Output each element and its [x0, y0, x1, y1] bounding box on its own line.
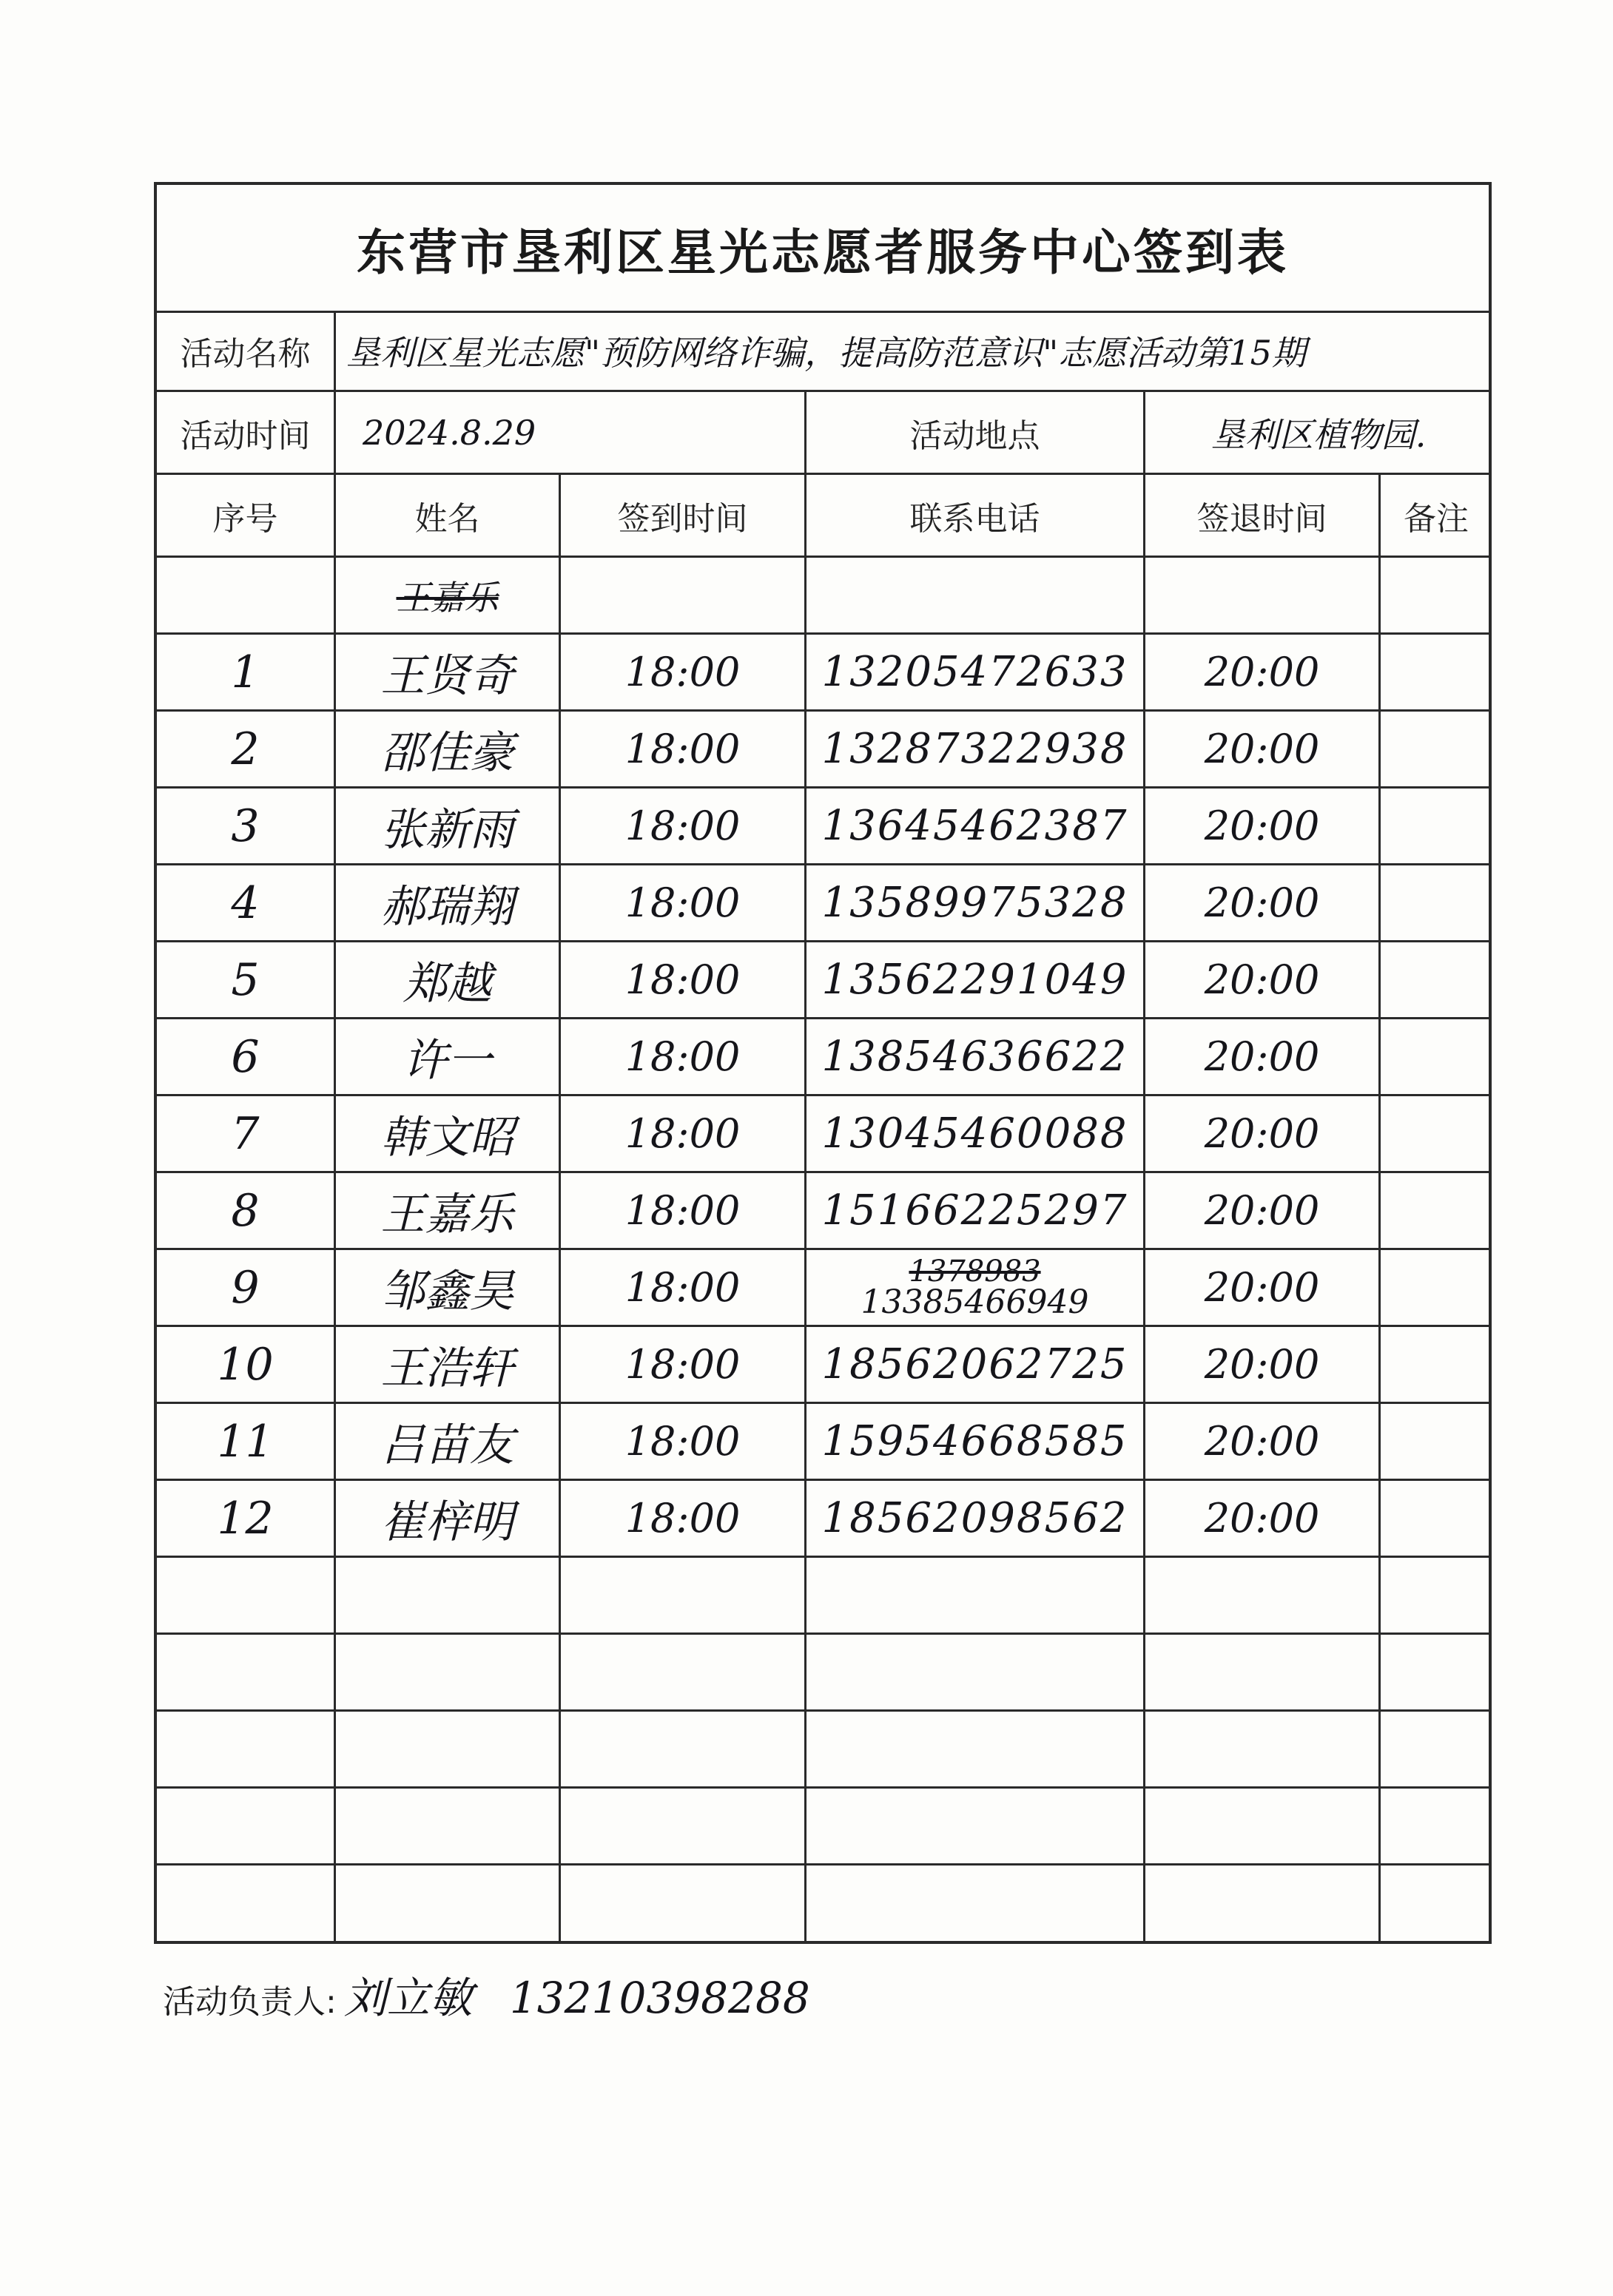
- table-row: [157, 635, 1489, 712]
- name-value: 邵佳豪: [380, 726, 514, 779]
- table-header-row: [157, 475, 1489, 558]
- activity-name-label-cell: [157, 311, 336, 390]
- signout-value: 20:00: [1204, 1110, 1320, 1157]
- cell-name: [336, 712, 561, 786]
- cell-seq: [157, 712, 336, 786]
- activity-location-value-cell: [1145, 392, 1492, 473]
- cell-phone: [806, 1558, 1145, 1632]
- cell-signout: [1145, 1404, 1381, 1479]
- signin-value: 18:00: [624, 1264, 741, 1311]
- table-row-crossed: [157, 558, 1489, 635]
- cell-seq: [157, 942, 336, 1017]
- cell-name: [336, 635, 561, 709]
- activity-location-label: 活动地点: [909, 416, 1040, 455]
- cell-phone: [806, 712, 1145, 786]
- cell-note: [1381, 865, 1492, 940]
- name-value: 许一: [403, 1034, 492, 1087]
- cell-seq: [157, 1789, 336, 1863]
- phone-value: 13645462387: [821, 802, 1128, 850]
- cell-signin: [561, 1789, 806, 1863]
- cell-signout: [1145, 1327, 1381, 1402]
- crossed-name: 王嘉乐: [396, 577, 499, 618]
- sheet-title: 东营市垦利区星光志愿者服务中心签到表: [157, 185, 1489, 313]
- cell-note: [1381, 1096, 1492, 1171]
- signin-value: 18:00: [624, 956, 741, 1003]
- table-row: [157, 865, 1489, 942]
- cell-signin: [561, 1558, 806, 1632]
- cell-signin: [561, 635, 806, 709]
- cell-signout: [1145, 1635, 1381, 1709]
- signin-value: 18:00: [624, 649, 741, 695]
- sign-in-sheet: [154, 182, 1492, 1944]
- table-row: [157, 1327, 1489, 1404]
- cell-signout: [1145, 1712, 1381, 1786]
- cell-seq: [157, 635, 336, 709]
- cell-signout: [1145, 1789, 1381, 1863]
- header-name: 姓名: [414, 499, 480, 538]
- signout-value: 20:00: [1204, 1341, 1320, 1388]
- cell-name: [336, 1019, 561, 1094]
- table-row-empty: [157, 1712, 1489, 1789]
- name-value: 邹鑫昊: [380, 1265, 514, 1317]
- phone-value: 15166225297: [821, 1186, 1128, 1235]
- activity-name-value-cell: [336, 311, 1492, 390]
- table-row: [157, 1404, 1489, 1481]
- cell-signin: [561, 789, 806, 863]
- signout-value: 20:00: [1204, 726, 1320, 772]
- signin-value: 18:00: [624, 726, 741, 772]
- cell-name: [336, 1866, 561, 1941]
- phone-value: 13287322938: [821, 725, 1128, 773]
- activity-time-row: [157, 392, 1489, 475]
- cell-signin: [561, 1250, 806, 1325]
- cell-phone: [806, 1712, 1145, 1786]
- cell-signout: [1145, 1558, 1381, 1632]
- seq-value: 12: [217, 1492, 274, 1544]
- phone-stack: [861, 1254, 1089, 1321]
- footer-person: 刘立敏: [343, 1973, 473, 2023]
- cell-name: [336, 1635, 561, 1709]
- activity-time-value: 2024.8.29: [363, 412, 536, 453]
- cell-seq: [157, 1327, 336, 1402]
- footer-phone: 13210398288: [509, 1973, 810, 2023]
- cell-note: [1381, 1558, 1492, 1632]
- activity-location-label-cell: [806, 392, 1145, 473]
- cell-seq: [157, 789, 336, 863]
- activity-location-value: 垦利区植物园.: [1210, 414, 1427, 455]
- cell-note: [1381, 635, 1492, 709]
- table-row: [157, 1096, 1489, 1173]
- table-row-empty: [157, 1558, 1489, 1635]
- cell-signin: [561, 1096, 806, 1171]
- header-name-cell: [336, 475, 561, 556]
- cell-signin: [561, 1327, 806, 1402]
- cell-signin: [561, 865, 806, 940]
- cell-seq: [157, 1558, 336, 1632]
- signin-value: 18:00: [624, 1187, 741, 1234]
- activity-time-label: 活动时间: [180, 416, 311, 455]
- header-signin: 签到时间: [617, 499, 748, 538]
- footer-label: 活动负责人:: [163, 1983, 337, 2021]
- cell-note: [1381, 1173, 1492, 1248]
- cell-signin: [561, 1481, 806, 1556]
- header-phone-cell: [806, 475, 1145, 556]
- cell-seq: [157, 1019, 336, 1094]
- name-value: 韩文昭: [380, 1111, 514, 1164]
- seq-value: 4: [231, 877, 260, 929]
- cell-seq: [157, 1096, 336, 1171]
- phone-value: 13045460088: [821, 1110, 1128, 1158]
- table-row: [157, 1250, 1489, 1327]
- cell-signout: [1145, 1481, 1381, 1556]
- seq-value: 6: [231, 1030, 260, 1083]
- cell-name: [336, 942, 561, 1017]
- cell-note: [1381, 1866, 1492, 1941]
- signout-value: 20:00: [1204, 1033, 1320, 1080]
- cell-name: [336, 1789, 561, 1863]
- cell-note: [1381, 1712, 1492, 1786]
- activity-name-value: 垦利区星光志愿"预防网络诈骗，提高防范意识"志愿活动第15期: [346, 332, 1306, 373]
- cell-signout: [1145, 1866, 1381, 1941]
- seq-value: 10: [217, 1338, 274, 1391]
- cell-note: [1381, 1789, 1492, 1863]
- activity-name-row: [157, 311, 1489, 392]
- cell-signin: [561, 1173, 806, 1248]
- cell-signin: [561, 1712, 806, 1786]
- cell-name: [336, 1096, 561, 1171]
- name-value: 郝瑞翔: [380, 880, 514, 933]
- name-value: 王浩轩: [380, 1342, 514, 1394]
- signout-value: 20:00: [1204, 879, 1320, 926]
- cell-seq: [157, 1481, 336, 1556]
- header-seq-cell: [157, 475, 336, 556]
- name-value: 王嘉乐: [380, 1188, 514, 1240]
- cell-seq: [157, 1250, 336, 1325]
- signout-value: 20:00: [1204, 1264, 1320, 1311]
- signout-value: 20:00: [1204, 1187, 1320, 1234]
- cell-phone: [806, 635, 1145, 709]
- cell-name: [336, 1173, 561, 1248]
- phone-value: 13205472633: [821, 648, 1128, 696]
- seq-value: 3: [231, 800, 260, 852]
- cell-name: [336, 789, 561, 863]
- cell-note: [1381, 1327, 1492, 1402]
- signin-value: 18:00: [624, 1495, 741, 1542]
- cell-signin: [561, 1019, 806, 1094]
- cell-seq: [157, 865, 336, 940]
- seq-value: 8: [231, 1184, 260, 1237]
- cell-note: [1381, 1404, 1492, 1479]
- cell-note: [1381, 1250, 1492, 1325]
- cell-note: [1381, 1481, 1492, 1556]
- header-signout-cell: [1145, 475, 1381, 556]
- cell-seq: [157, 1635, 336, 1709]
- table-row: [157, 1481, 1489, 1558]
- phone-value: 18562098562: [821, 1494, 1128, 1542]
- header-signout: 签退时间: [1196, 499, 1327, 538]
- cell-phone: [806, 1481, 1145, 1556]
- activity-time-value-cell: [336, 392, 806, 473]
- cell-signin: [561, 1866, 806, 1941]
- cell-signout: [1145, 635, 1381, 709]
- cell-phone: [806, 942, 1145, 1017]
- cell-seq: [157, 1866, 336, 1941]
- table-row: [157, 1019, 1489, 1096]
- cell-phone: [806, 1789, 1145, 1863]
- seq-value: 9: [231, 1261, 260, 1314]
- signin-value: 18:00: [624, 1033, 741, 1080]
- cell-phone: [806, 1635, 1145, 1709]
- phone-value: 13854636622: [821, 1033, 1128, 1081]
- phone-value: 13589975328: [821, 879, 1128, 927]
- cell-note: [1381, 1635, 1492, 1709]
- header-phone: 联系电话: [909, 499, 1040, 538]
- name-value: 郑越: [403, 957, 492, 1010]
- cell-phone: [806, 865, 1145, 940]
- cell-phone: [806, 1096, 1145, 1171]
- signin-value: 18:00: [624, 879, 741, 926]
- cell-note: [1381, 789, 1492, 863]
- cell-signout: [1145, 865, 1381, 940]
- cell-name: [336, 865, 561, 940]
- table-row: [157, 712, 1489, 789]
- signout-value: 20:00: [1204, 803, 1320, 849]
- header-note: 备注: [1404, 499, 1469, 538]
- table-row-empty: [157, 1635, 1489, 1712]
- cell-signout: [1145, 942, 1381, 1017]
- cell-signout: [1145, 1019, 1381, 1094]
- cell-signin: [561, 712, 806, 786]
- signin-value: 18:00: [624, 1418, 741, 1465]
- header-note-cell: [1381, 475, 1492, 556]
- cell-phone: [806, 1173, 1145, 1248]
- name-value: 张新雨: [380, 803, 514, 856]
- table-row-empty: [157, 1789, 1489, 1866]
- seq-value: 5: [231, 953, 260, 1006]
- phone-value: 18562062725: [821, 1340, 1128, 1388]
- cell-note: [1381, 712, 1492, 786]
- cell-signout: [1145, 1250, 1381, 1325]
- seq-value: 11: [217, 1415, 274, 1468]
- cell-phone: [806, 1019, 1145, 1094]
- name-value: 吕苗友: [380, 1419, 514, 1471]
- cell-name: [336, 1404, 561, 1479]
- seq-value: 7: [231, 1107, 260, 1160]
- phone-value: 13562291049: [821, 956, 1128, 1004]
- cell-seq: [157, 1173, 336, 1248]
- table-row: [157, 1173, 1489, 1250]
- table-row: [157, 789, 1489, 865]
- phone-value: 15954668585: [821, 1417, 1128, 1465]
- cell-phone: [806, 1404, 1145, 1479]
- header-seq: 序号: [212, 499, 278, 538]
- cell-name: [336, 1712, 561, 1786]
- phone-crossed: 1378983: [909, 1254, 1041, 1289]
- cell-name: [336, 1327, 561, 1402]
- cell-phone: [806, 1327, 1145, 1402]
- cell-signin: [561, 1404, 806, 1479]
- signin-value: 18:00: [624, 803, 741, 849]
- activity-name-label: 活动名称: [180, 334, 311, 373]
- signout-value: 20:00: [1204, 956, 1320, 1003]
- signin-value: 18:00: [624, 1110, 741, 1157]
- phone-value: 13385466949: [861, 1283, 1089, 1321]
- cell-note: [1381, 942, 1492, 1017]
- cell-name: [336, 1558, 561, 1632]
- signin-value: 18:00: [624, 1341, 741, 1388]
- cell-seq: [157, 1404, 336, 1479]
- signout-value: 20:00: [1204, 1418, 1320, 1465]
- name-value: 崔梓明: [380, 1496, 514, 1548]
- activity-time-label-cell: [157, 392, 336, 473]
- table-row-empty: [157, 1866, 1489, 1941]
- name-value: 王贤奇: [380, 649, 514, 702]
- footer: [163, 1963, 810, 2025]
- cell-phone: [806, 1250, 1145, 1325]
- cell-signin: [561, 1635, 806, 1709]
- seq-value: 1: [231, 646, 260, 698]
- cell-note: [1381, 1019, 1492, 1094]
- cell-signout: [1145, 712, 1381, 786]
- cell-phone: [806, 789, 1145, 863]
- cell-signout: [1145, 1096, 1381, 1171]
- cell-phone: [806, 1866, 1145, 1941]
- cell-signout: [1145, 1173, 1381, 1248]
- table-row: [157, 942, 1489, 1019]
- header-signin-cell: [561, 475, 806, 556]
- cell-seq: [157, 1712, 336, 1786]
- cell-signout: [1145, 789, 1381, 863]
- seq-value: 2: [231, 723, 260, 775]
- cell-name: [336, 1250, 561, 1325]
- cell-signin: [561, 942, 806, 1017]
- cell-name: [336, 1481, 561, 1556]
- signout-value: 20:00: [1204, 649, 1320, 695]
- signout-value: 20:00: [1204, 1495, 1320, 1542]
